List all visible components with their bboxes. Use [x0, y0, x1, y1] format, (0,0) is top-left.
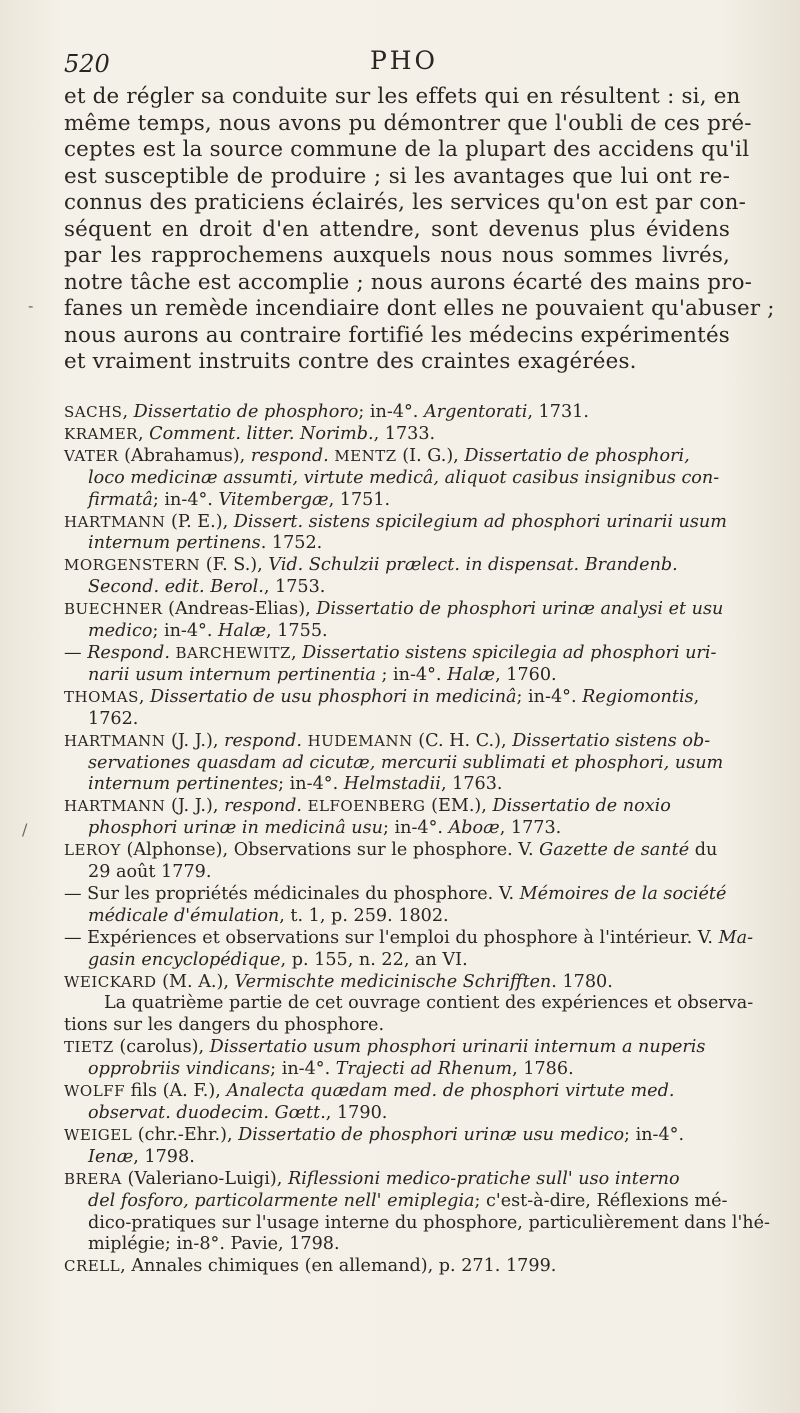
entry-text: , t. 1, p. 259. 1802.	[279, 905, 449, 926]
entry-note-line: tions sur les dangers du phosphore.	[64, 1015, 385, 1036]
bibliography-entry	[64, 1081, 732, 1125]
entry-line	[64, 1103, 732, 1125]
body-paragraph	[64, 84, 775, 376]
bibliography-entry	[64, 512, 732, 556]
bibliography-entry	[64, 555, 732, 599]
entry-line	[64, 512, 732, 534]
title-text: Dissertatio de phosphori urinæ analysi et usu	[316, 599, 724, 620]
entry-text: , 1753.	[263, 577, 326, 598]
author-name: ELFOENBERG	[307, 797, 426, 816]
entry-line	[64, 621, 732, 643]
author-name: LEROY	[64, 841, 121, 860]
entry-line	[64, 709, 732, 731]
entry-text: (F. S.),	[200, 555, 269, 576]
title-text: internum pertinens	[88, 533, 261, 554]
author-name: BUECHNER	[64, 600, 163, 619]
paragraph-line: séquent en droit d'en attendre, sont devenus plus évidens	[64, 216, 730, 242]
entry-text: , 1755.	[266, 621, 328, 642]
entry-line	[64, 577, 732, 599]
entry-text: (J. J.),	[165, 796, 225, 817]
title-text: opprobriis vindicans	[88, 1059, 271, 1080]
entry-text: (Alphonse), Observations sur le phosphore. V.	[120, 840, 540, 861]
entry-text: fils (A. F.),	[125, 1081, 227, 1102]
bibliography-entry	[64, 971, 754, 1038]
title-text: Aboæ	[448, 818, 500, 839]
title-text: Respond.	[87, 642, 170, 663]
title-text: Second. edit. Berol.	[88, 577, 264, 598]
title-text: narii usum internum pertinentia	[88, 664, 376, 685]
title-text: Dissertatio de phosphori urinæ usu medico	[238, 1124, 625, 1145]
entry-text: , 1751.	[328, 489, 391, 510]
author-name: THOMAS	[64, 687, 139, 706]
bibliography-entry	[64, 1256, 732, 1278]
entry-text: , 1786.	[512, 1059, 574, 1080]
entry-text: (J. J.),	[165, 730, 225, 751]
title-text: internum pertinentes	[88, 774, 279, 795]
title-text: Vid. Schulzii prælect. in dispensat. Brandenb.	[268, 555, 678, 576]
author-name: SACHS	[64, 403, 123, 421]
title-text: observat. duodecim. Gœtt.	[88, 1103, 326, 1123]
entry-line	[64, 1212, 770, 1235]
entry-line	[64, 402, 732, 424]
entry-line	[64, 753, 732, 775]
entry-text: ,	[137, 423, 150, 444]
entry-text: , 1790.	[325, 1103, 388, 1123]
entry-text: . 1752.	[260, 533, 323, 554]
entry-text: (I. G.),	[396, 445, 465, 466]
paragraph-line: par les rapprochemens auxquels nous nous sommes livrés,	[64, 243, 730, 268]
entry-text: —	[64, 642, 88, 663]
title-text: Regiomontis	[582, 686, 694, 707]
author-name: WOLFF	[64, 1082, 125, 1101]
bibliography-entry	[64, 1125, 732, 1169]
title-text: Dissertatio de phosphoro	[133, 402, 359, 422]
title-text: Dissertatio de noxio	[492, 796, 671, 817]
entry-line	[64, 1125, 732, 1147]
paragraph-line: même temps, nous avons pu démontrer que l'oubli de ces pré-	[64, 110, 752, 136]
bibliography-entry	[64, 643, 732, 687]
paragraph-line: fanes un remède incendiaire dont elles ne pouvaient qu'abuser ;	[64, 296, 775, 321]
bibliography-list	[64, 402, 770, 1278]
title-text: respond.	[250, 445, 329, 466]
author-name: BARCHEWITZ	[175, 643, 291, 662]
entry-text: ; in-4°.	[382, 818, 449, 839]
entry-text: (C. H. C.),	[412, 730, 513, 751]
title-text: Helmstadii	[343, 774, 441, 795]
entry-text: ; in-4°.	[516, 686, 583, 707]
entry-line	[64, 643, 732, 665]
entry-text: 29 août 1779.	[88, 862, 212, 883]
author-name: HARTMANN	[64, 512, 166, 531]
entry-line	[64, 950, 732, 972]
bibliography-entry	[64, 446, 732, 512]
entry-line	[64, 468, 732, 490]
entry-line	[64, 884, 732, 906]
paragraph-line: est susceptible de produire ; si les avantages que lui ont re-	[64, 163, 730, 189]
bibliography-entry	[64, 796, 732, 840]
paragraph-line: et vraiment instruits contre des craintes exagérées.	[64, 349, 637, 374]
entry-line	[64, 774, 732, 796]
entry-text: ; in-4°.	[152, 621, 219, 642]
entry-text: — Sur les propriétés médicinales du phosphore. V.	[64, 883, 520, 904]
author-name: HARTMANN	[64, 731, 166, 750]
entry-text: dico-pratiques sur l'usage interne du phosphore, particulièrement dans l'hé-	[88, 1212, 770, 1233]
entry-text: ; in-4°.	[270, 1059, 336, 1080]
entry-text: (Abrahamus),	[118, 445, 251, 466]
title-text: Dissertatio de phosphori,	[464, 445, 690, 466]
title-text: gasin encyclopédique	[88, 949, 281, 970]
entry-text: du	[689, 840, 718, 861]
entry-text: ,	[138, 686, 151, 707]
title-text: Dissert. sistens spicilegium ad phosphori urinarii usum	[233, 511, 727, 532]
author-name: HUDEMANN	[307, 731, 413, 750]
title-text: firmatâ	[88, 489, 153, 510]
entry-text: (EM.),	[425, 796, 493, 817]
entry-line	[64, 1081, 732, 1103]
author-name: WEICKARD	[64, 972, 157, 991]
title-text: Riflessioni medico-pratiche sull' uso interno	[287, 1168, 680, 1189]
title-text: respond.	[224, 730, 302, 751]
entry-line	[64, 1191, 732, 1213]
entry-text: — Expériences et observations sur l'emploi du phosphore à l'intérieur. V.	[64, 927, 719, 948]
title-text: medico	[88, 621, 153, 642]
entry-line	[64, 1169, 732, 1191]
bibliography-entry	[64, 687, 732, 731]
margin-dash-mark: -	[28, 296, 34, 315]
paragraph-line: ceptes est la source commune de la plupart des accidens qu'il	[64, 137, 750, 162]
title-text: servationes quasdam ad cicutæ, mercurii sublimati et phosphori, usum	[88, 752, 724, 773]
entry-text: , 1798.	[133, 1146, 195, 1167]
entry-text: ,	[290, 642, 303, 663]
bibliography-entry	[64, 402, 732, 424]
title-text: Dissertatio sistens ob-	[512, 730, 711, 751]
entry-line	[64, 555, 732, 577]
author-name: KRAMER	[64, 424, 138, 443]
entry-text: ; in-4°.	[375, 664, 448, 685]
bibliography-entry	[64, 927, 754, 972]
author-name: VATER	[64, 446, 119, 465]
author-name: BRERA	[64, 1169, 122, 1188]
entry-text: , 1763.	[440, 774, 503, 795]
entry-text: , p. 155, n. 22, an VI.	[280, 949, 468, 970]
entry-line	[64, 862, 732, 884]
entry-text: (P. E.),	[165, 511, 234, 532]
title-text: Dissertatio usum phosphori urinarii internum a nuperis	[209, 1037, 706, 1058]
title-text: Halæ	[218, 621, 267, 642]
author-name: MENTZ	[334, 446, 397, 465]
author-name: MORGENSTERN	[64, 556, 201, 575]
entry-line	[64, 1059, 732, 1081]
title-text: Ienæ	[88, 1146, 134, 1167]
title-text: phosphori urinæ in medicinâ usu	[88, 818, 383, 839]
entry-text: ; in-4°.	[278, 774, 344, 795]
entry-line	[64, 731, 732, 753]
entry-text: , Annales chimiques (en allemand), p. 271. 1799.	[120, 1256, 557, 1277]
title-text: Argentorati	[423, 402, 528, 422]
entry-line	[64, 906, 732, 928]
title-text: Halæ	[447, 664, 496, 685]
entry-line	[64, 687, 732, 709]
entry-line	[64, 446, 732, 468]
paragraph-line: connus des praticiens éclairés, les services qu'on est par con-	[64, 190, 747, 215]
running-head: PHO	[369, 46, 439, 75]
entry-text: ,	[122, 402, 134, 422]
entry-text: , 1731.	[527, 402, 589, 422]
entry-text: (Valeriano-Luigi),	[121, 1168, 288, 1189]
entry-line	[64, 818, 732, 840]
bibliography-entry	[64, 1037, 732, 1081]
bibliography-entry	[64, 731, 732, 797]
title-text: Dissertatio sistens spicilegia ad phosphori uri-	[302, 642, 717, 663]
entry-line	[64, 840, 732, 862]
author-name: CRELL	[64, 1257, 121, 1276]
entry-text: ; in-4°.	[358, 402, 424, 422]
title-text: Vitembergæ	[218, 489, 329, 510]
title-text: Mémoires de la société	[519, 883, 727, 904]
entry-text: , 1733.	[373, 423, 436, 444]
bibliography-entry	[64, 424, 732, 446]
bibliography-entry	[64, 840, 732, 884]
title-text: del fosforo, particolarmente nell' emiplegia	[88, 1190, 475, 1211]
entry-text: (chr.-Ehr.),	[132, 1124, 239, 1145]
entry-text: ; c'est-à-dire, Réflexions mé-	[474, 1190, 728, 1211]
entry-text: . 1780.	[551, 971, 613, 992]
paragraph-line: nous aurons au contraire fortifié les médecins expérimentés	[64, 322, 730, 348]
margin-slash-mark: /	[22, 820, 28, 839]
author-name: HARTMANN	[64, 797, 166, 816]
entry-text: (carolus),	[113, 1037, 210, 1058]
entry-line	[64, 1256, 732, 1278]
author-name: TIETZ	[64, 1038, 114, 1057]
entry-line	[64, 490, 732, 512]
entry-line	[64, 665, 732, 687]
entry-line	[64, 599, 732, 621]
entry-text: (M. A.),	[156, 971, 235, 992]
entry-text: 1762.	[88, 708, 139, 729]
paragraph-line: notre tâche est accomplie ; nous aurons écarté des mains pro-	[64, 269, 753, 295]
entry-line	[64, 972, 732, 994]
title-text: Ma-	[718, 927, 754, 948]
title-text: respond.	[224, 796, 302, 817]
entry-line	[64, 927, 754, 950]
entry-text: (Andreas-Elias),	[162, 599, 317, 620]
title-text: Trajecti ad Rhenum	[335, 1059, 513, 1080]
entry-text: miplégie; in-8°. Pavie, 1798.	[88, 1234, 340, 1255]
paragraph-line: et de régler sa conduite sur les effets qui en résultent : si, en	[64, 84, 741, 109]
title-text: Analecta quædam med. de phosphori virtute med.	[226, 1081, 675, 1102]
title-text: Comment. litter. Norimb.	[149, 423, 374, 444]
entry-text: , 1760.	[495, 664, 557, 685]
entry-note-line: La quatrième partie de cet ouvrage contient des expériences et observa-	[104, 993, 754, 1014]
entry-text: , 1773.	[499, 818, 562, 839]
entry-text: ,	[693, 686, 700, 707]
page-header	[64, 44, 744, 84]
entry-line	[64, 1147, 732, 1169]
bibliography-entry	[64, 1168, 770, 1257]
entry-line	[64, 1037, 732, 1059]
entry-text: ; in-4°.	[152, 489, 219, 510]
entry-line	[64, 424, 732, 446]
title-text: Gazette de santé	[539, 840, 690, 861]
bibliography-entry	[64, 884, 732, 928]
entry-line	[64, 796, 732, 818]
title-text: médicale d'émulation	[88, 905, 280, 926]
title-text: Dissertatio de usu phosphori in medicinâ	[150, 686, 517, 707]
bibliography-entry	[64, 599, 732, 643]
entry-text: ; in-4°.	[624, 1124, 685, 1145]
page-number: 520	[64, 50, 110, 78]
title-text: loco medicinæ assumti, virtute medicâ, aliquot casibus insignibus con-	[88, 467, 720, 488]
title-text: Vermischte medicinische Schrifften	[234, 971, 552, 992]
entry-line	[64, 1234, 732, 1256]
entry-line	[64, 533, 732, 555]
author-name: WEIGEL	[64, 1125, 133, 1144]
